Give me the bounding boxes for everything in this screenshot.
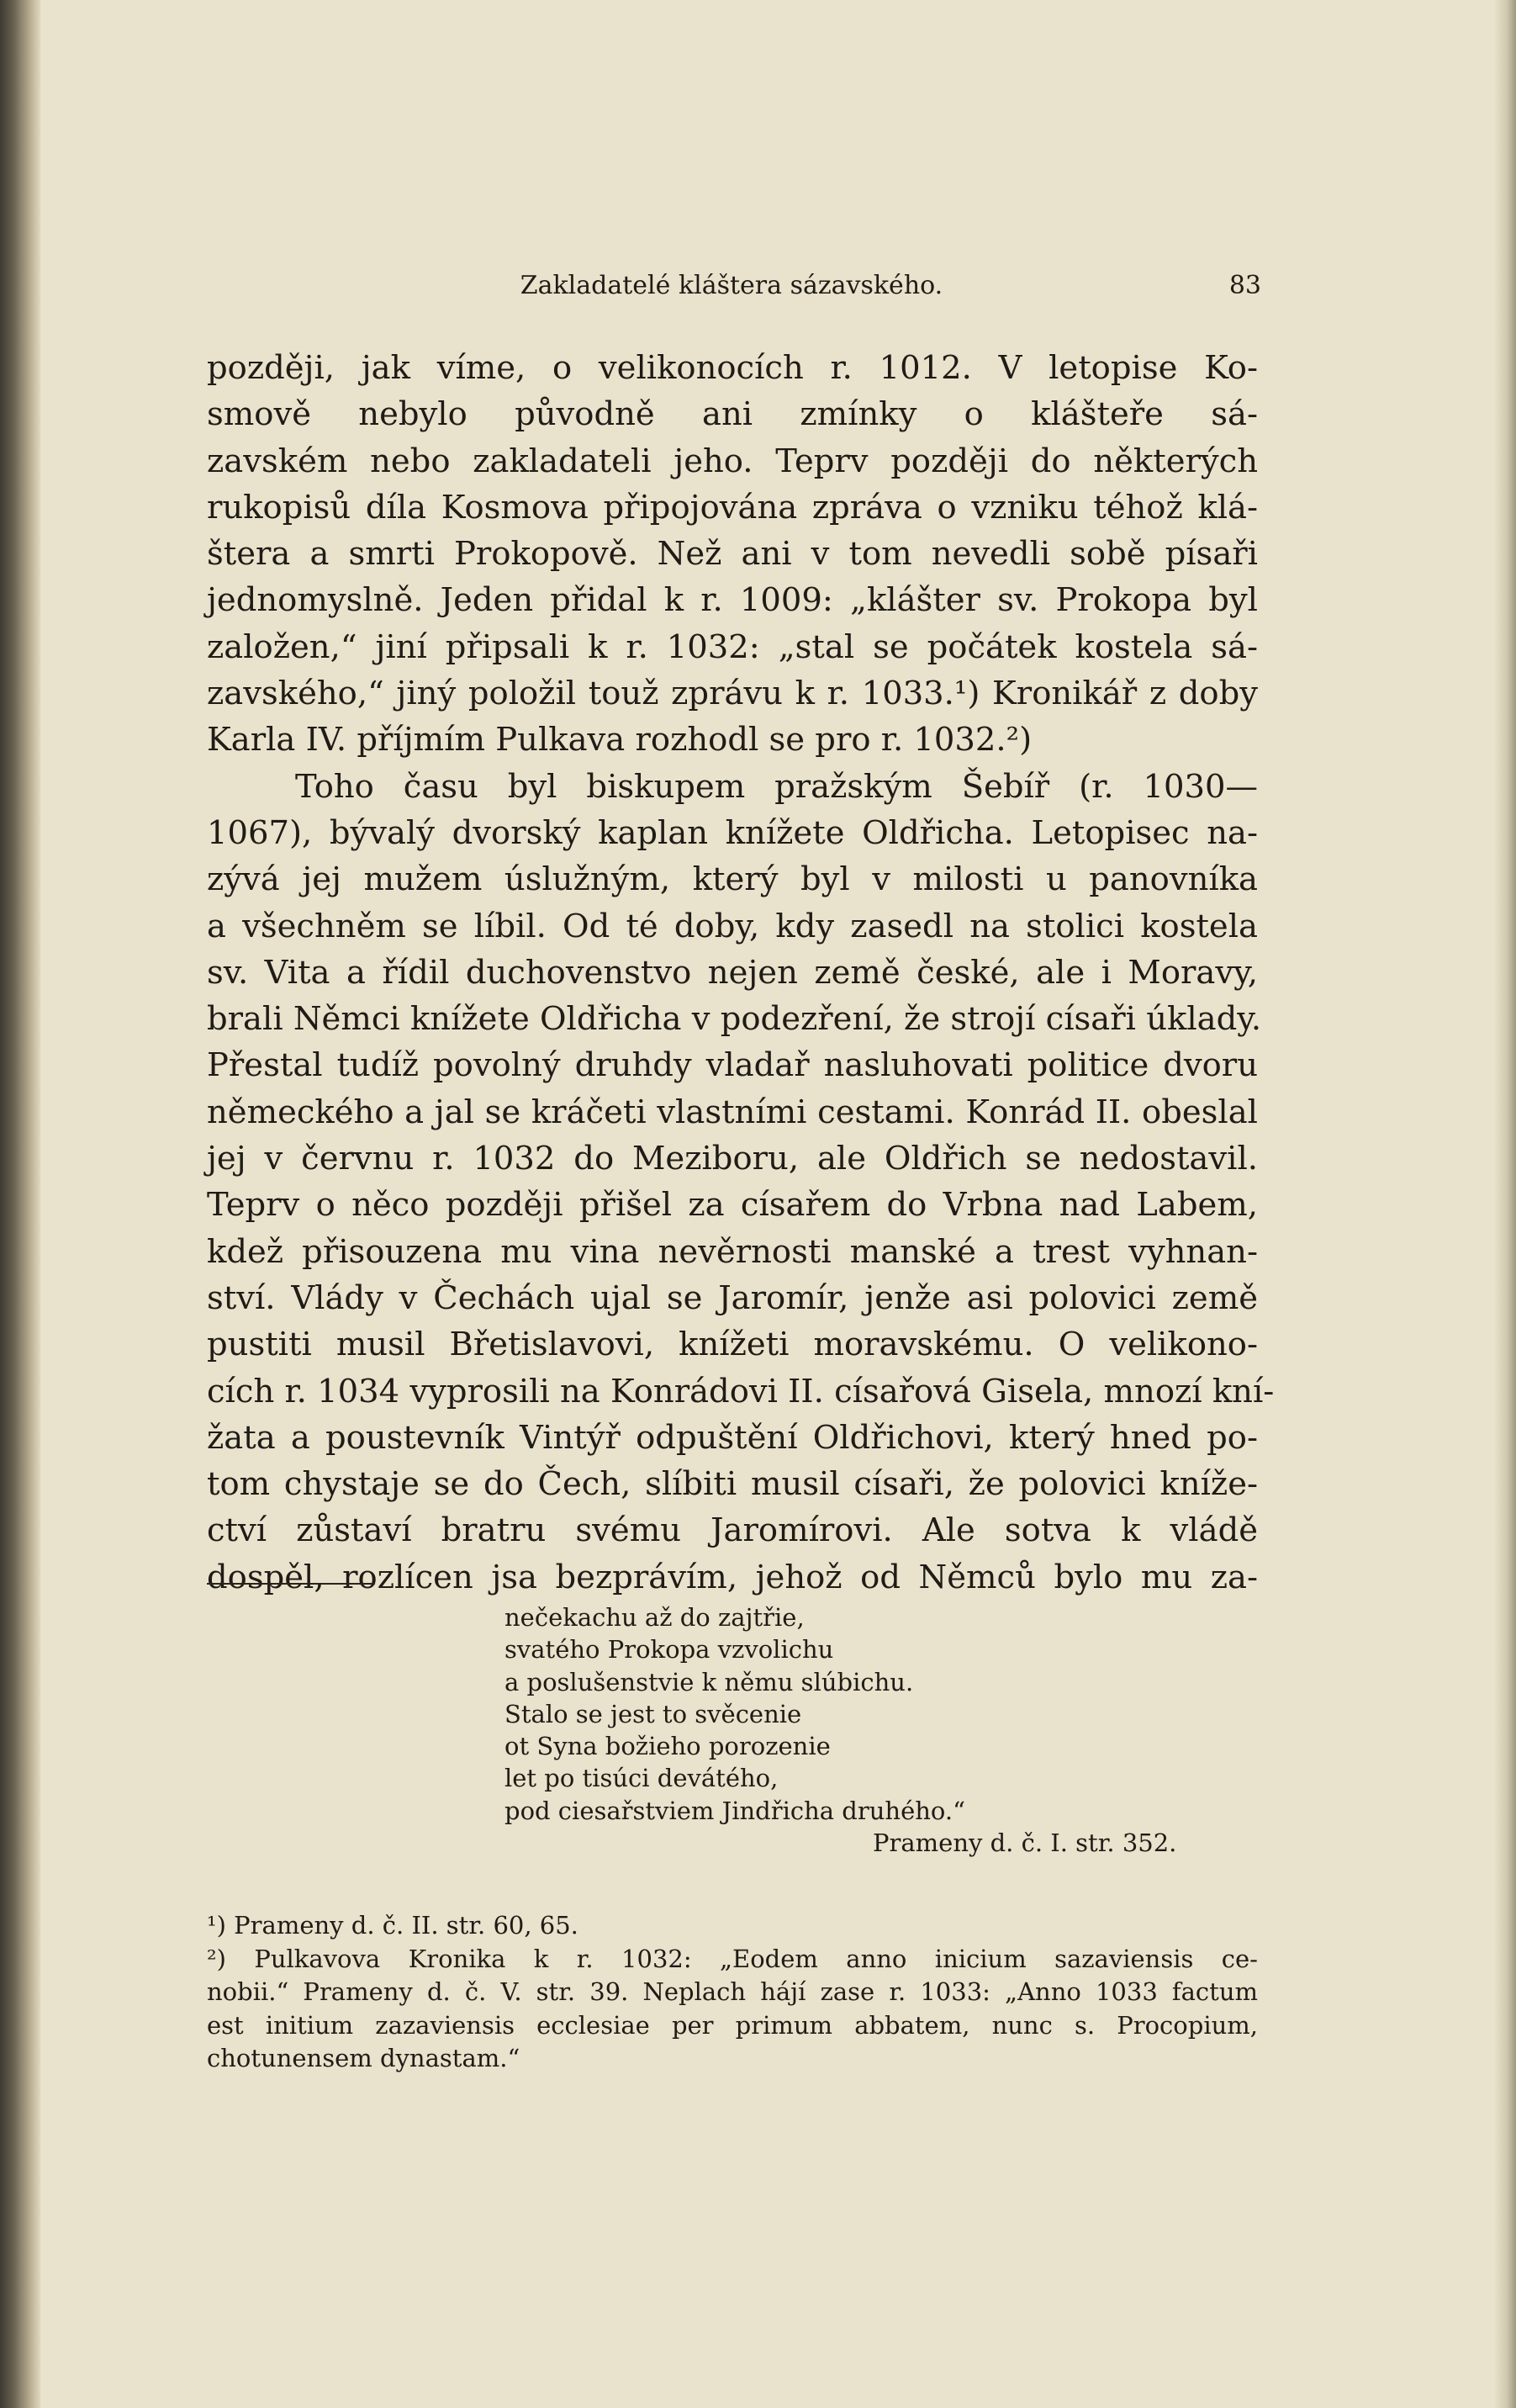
text-line: tom chystaje se do Čech, slíbiti musil císaři, že polovici kníže- (207, 1465, 1258, 1504)
text-line: ctví zůstaví bratru svému Jaromírovi. Ale sotva k vládě (207, 1511, 1258, 1550)
verse-line: let po tisúci devátého, (504, 1764, 779, 1793)
footnote-line: ²) Pulkavova Kronika k r. 1032: „Eodem anno inicium sazaviensis ce- (207, 1944, 1258, 1973)
text-line: dospěl, rozlícen jsa bezprávím, jehož od Němců bylo mu za- (207, 1558, 1258, 1596)
text-line: německého a jal se kráčeti vlastními cestami. Konrád II. obeslal (207, 1093, 1258, 1131)
text-line: Toho času byl biskupem pražským Šebíř (r. 1030— (295, 767, 1258, 806)
verse-line: svatého Prokopa vzvolichu (504, 1635, 834, 1664)
text-line: rukopisů díla Kosmova připojována zpráva o vzniku téhož klá- (207, 488, 1258, 527)
text-line: smově nebylo původně ani zmínky o klášteře sá- (207, 395, 1258, 434)
page-number: 83 (1228, 271, 1261, 300)
text-line: zývá jej mužem úslužným, který byl v milosti u panovníka (207, 860, 1258, 899)
text-line: kdež přisouzena mu vina nevěrnosti manské a trest vyhnan- (207, 1232, 1258, 1271)
text-line: založen,“ jiní připsali k r. 1032: „stal se počátek kostela sá- (207, 627, 1258, 666)
text-line: žata a poustevník Vintýř odpuštění Oldřichovi, který hned po- (207, 1418, 1258, 1457)
verse-line: Stalo se jest to svěcenie (504, 1699, 802, 1728)
text-line: štera a smrti Prokopově. Než ani v tom nevedli sobě písaři (207, 535, 1258, 574)
verse-line: pod ciesařstviem Jindřicha druhého.“ (504, 1796, 965, 1825)
verse-line: a poslušenstvie k němu slúbichu. (504, 1667, 914, 1696)
text-line: později, jak víme, o velikonocích r. 1012. V letopise Ko- (207, 349, 1258, 387)
text-line: sv. Vita a řídil duchovenstvo nejen země české, ale i Moravy, (207, 953, 1258, 992)
text-line: Karla IV. příjmím Pulkava rozhodl se pro r. 1032.²) (207, 721, 1033, 759)
quoted-verse (504, 1601, 1261, 1860)
main-text (207, 345, 1275, 1601)
text-line: jednomyslně. Jeden přidal k r. 1009: „klášter sv. Prokopa byl (207, 581, 1258, 620)
text-line: zavského,“ jiný položil touž zprávu k r. 1033.¹) Kronikář z doby (207, 675, 1258, 713)
text-line: brali Němci knížete Oldřicha v podezření, že strojí císaři úklady. (207, 1000, 1262, 1039)
running-title: Zakladatelé kláštera sázavského. (520, 271, 943, 300)
page-header (202, 271, 1261, 304)
text-line: pustiti musil Břetislavovi, knížeti moravskému. O velikono- (207, 1326, 1258, 1364)
footnote-line: ¹) Prameny d. č. II. str. 60, 65. (207, 1911, 578, 1940)
verse-source: Prameny d. č. I. str. 352. (873, 1828, 1177, 1858)
book-spine-shadow (0, 0, 40, 2408)
page-edge-shadow (1494, 0, 1516, 2408)
text-line: 1067), bývalý dvorský kaplan knížete Oldřicha. Letopisec na- (207, 813, 1258, 852)
footnote-line: chotunensem dynastam.“ (207, 2044, 520, 2073)
text-line: jej v červnu r. 1032 do Meziboru, ale Oldřich se nedostavil. (207, 1140, 1258, 1178)
verse-line: ot Syna božieho porozenie (504, 1732, 831, 1761)
footnote-divider (207, 1583, 375, 1585)
text-line: zavském nebo zakladateli jeho. Teprv později do některých (207, 442, 1258, 480)
text-line: Přestal tudíž povolný druhdy vladař nasluhovati politice dvoru (207, 1046, 1258, 1085)
footnotes (207, 1909, 1258, 2076)
verse-line: nečekachu až do zajtřie, (504, 1603, 805, 1632)
footnote-line: est initium zazaviensis ecclesiae per primum abbatem, nunc s. Procopium, (207, 2010, 1258, 2040)
text-line: cích r. 1034 vyprosili na Konrádovi II. císařová Gisela, mnozí kní- (207, 1372, 1275, 1410)
text-line: ství. Vlády v Čechách ujal se Jaromír, jenže asi polovici země (207, 1278, 1258, 1317)
text-line: a všechněm se líbil. Od té doby, kdy zasedl na stolici kostela (207, 907, 1258, 945)
text-line: Teprv o něco později přišel za císařem do Vrbna nad Labem, (207, 1186, 1258, 1225)
footnote-line: nobii.“ Prameny d. č. V. str. 39. Neplach hájí zase r. 1033: „Anno 1033 factum (207, 1977, 1258, 2007)
